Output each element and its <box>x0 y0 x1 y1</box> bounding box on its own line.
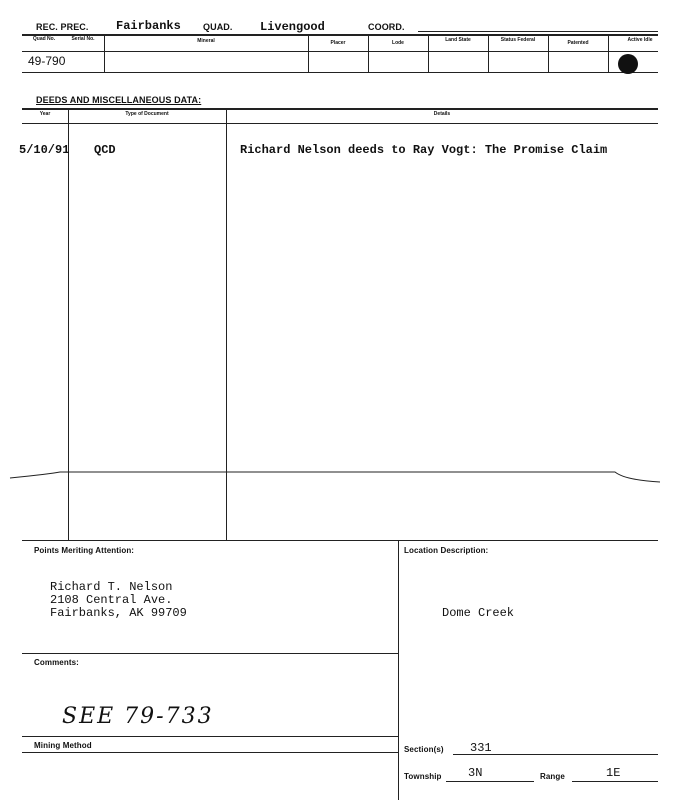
col-serial-no: Serial No. <box>71 36 95 42</box>
col-mineral: Mineral <box>197 38 215 44</box>
col-patented: Patented <box>567 40 589 46</box>
quad-label: QUAD. <box>203 22 233 32</box>
quad-value: Livengood <box>260 20 325 34</box>
rec-prec-label: REC. PREC. <box>36 22 89 32</box>
range-label: Range <box>540 772 565 781</box>
active-mark-icon <box>618 54 638 74</box>
location-label: Location Description: <box>404 546 489 555</box>
col-land-state: Land State <box>445 37 471 43</box>
comments-handwritten: SEE 79-733 <box>62 704 214 729</box>
row-type: QCD <box>94 143 116 157</box>
mining-method-label: Mining Method <box>34 741 92 750</box>
coord-label: COORD. <box>368 22 405 32</box>
row-details: Richard Nelson deeds to Ray Vogt: The Promise Claim <box>240 143 608 157</box>
col-type-of-document: Type of Document <box>125 111 169 117</box>
col-year: Year <box>39 111 51 117</box>
col-lode: Lode <box>392 40 404 46</box>
points-line-1: Richard T. Nelson <box>50 580 173 594</box>
township-value: 3N <box>468 766 483 780</box>
points-line-2: 2108 Central Ave. <box>50 593 173 607</box>
township-label: Township <box>404 772 442 781</box>
quad-serial-value: 49-790 <box>28 54 66 68</box>
location-value: Dome Creek <box>442 606 515 620</box>
col-status-federal: Status Federal <box>500 37 536 43</box>
col-quad-no: Quad No. <box>32 36 56 42</box>
col-details: Details <box>433 111 451 117</box>
col-placer: Placer <box>330 40 346 46</box>
range-value: 1E <box>606 766 621 780</box>
points-line-3: Fairbanks, AK 99709 <box>50 606 187 620</box>
points-meriting-label: Points Meriting Attention: <box>34 546 135 555</box>
sections-value: 331 <box>470 741 492 755</box>
sections-label: Section(s) <box>404 745 444 754</box>
deeds-section-title: DEEDS AND MISCELLANEOUS DATA: <box>36 95 202 105</box>
comments-label: Comments: <box>34 658 79 667</box>
col-active-idle: Active Idle <box>627 37 653 43</box>
rec-prec-value: Fairbanks <box>116 19 181 33</box>
row-year: 5/10/91 <box>19 143 70 157</box>
fold-line <box>0 462 678 490</box>
